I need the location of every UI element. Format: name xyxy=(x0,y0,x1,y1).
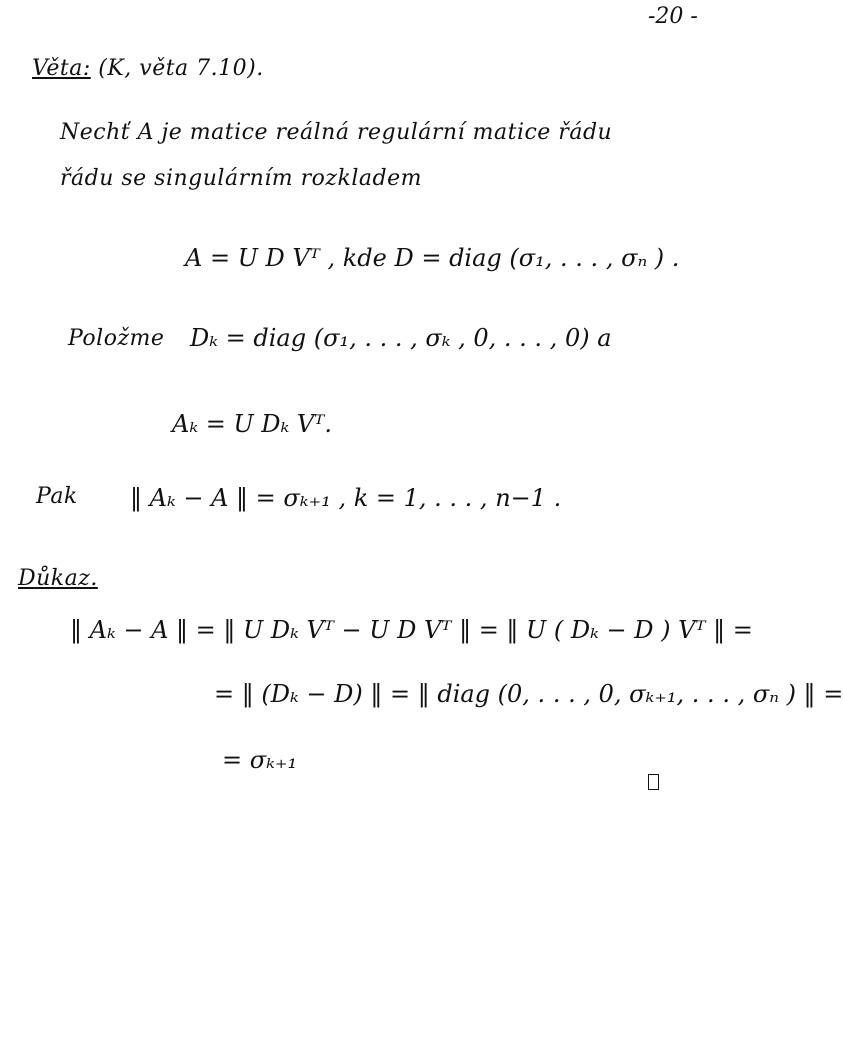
theorem-text-line-2: řádu se singulárním rozkladem xyxy=(60,166,422,191)
ak-definition: Aₖ = U Dₖ Vᵀ. xyxy=(172,410,332,438)
proof-step-2: = ‖ (Dₖ − D) ‖ = ‖ diag (0, . . . , 0, σₖ₊₁, . . . , σₙ ) ‖ = xyxy=(214,680,843,708)
page-number: -20 - xyxy=(648,4,698,29)
claim-equation: ‖ Aₖ − A ‖ = σₖ₊₁ , k = 1, . . . , n−1 . xyxy=(130,484,562,512)
theorem-label: Věta: xyxy=(32,56,91,81)
dk-definition: Dₖ = diag (σ₁, . . . , σₖ , 0, . . . , 0) a xyxy=(190,324,612,352)
proof-step-3: = σₖ₊₁ xyxy=(222,746,298,774)
theorem-reference: (K, věta 7.10). xyxy=(98,56,264,81)
qed-square-icon xyxy=(648,774,659,790)
define-label: Položme xyxy=(68,326,165,351)
theorem-heading xyxy=(32,56,264,81)
proof-step-1: ‖ Aₖ − A ‖ = ‖ U Dₖ Vᵀ − U D Vᵀ ‖ = ‖ U ( Dₖ − D ) Vᵀ ‖ = xyxy=(70,616,753,644)
svd-equation: A = U D Vᵀ , kde D = diag (σ₁, . . . , σₙ ) . xyxy=(185,244,680,272)
claim-label: Pak xyxy=(36,484,78,509)
theorem-text-line-1: Nechť A je matice reálná regulární matice řádu xyxy=(60,120,613,145)
proof-label: Důkaz. xyxy=(18,566,98,591)
